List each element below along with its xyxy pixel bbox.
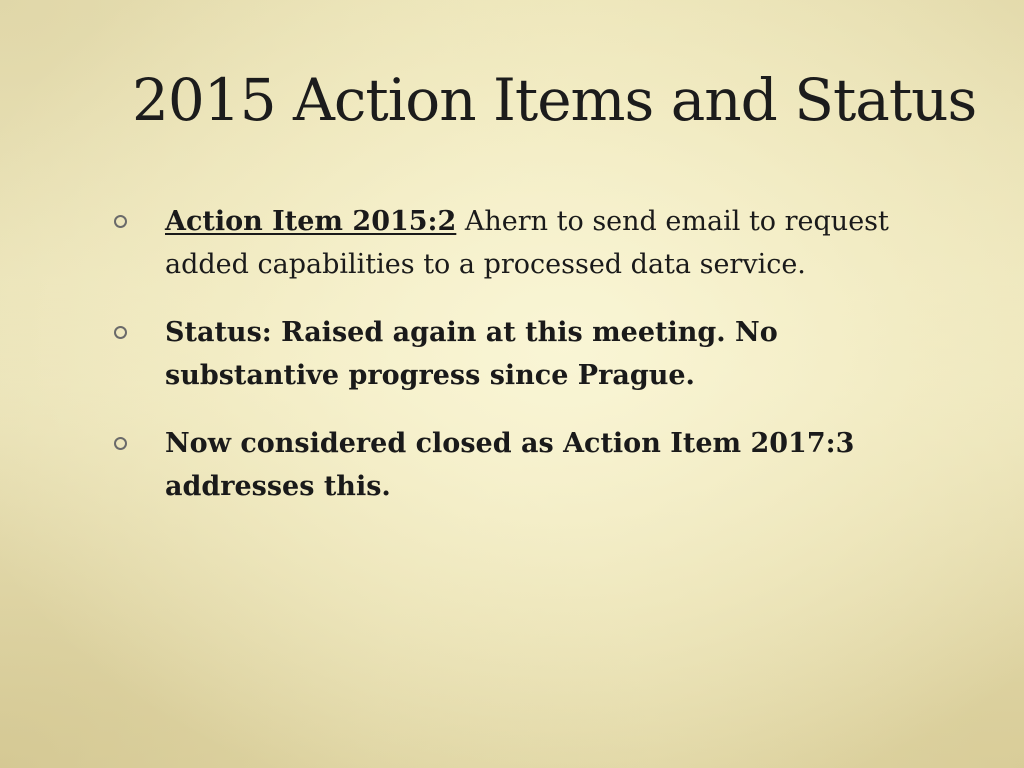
- hollow-circle-bullet-icon: [114, 215, 127, 228]
- bullet-item-status: [112, 311, 902, 397]
- action-item-label: Action Item 2015:2: [165, 206, 457, 237]
- bullet-list: [112, 200, 902, 533]
- status-text: Status: Raised again at this meeting. No substantive progress since Prague.: [165, 317, 778, 391]
- bullet-item-closed: [112, 422, 902, 508]
- slide-title: 2015 Action Items and Status: [132, 66, 977, 134]
- hollow-circle-bullet-icon: [114, 326, 127, 339]
- action-item-text: Ahern to send email to request added capabilities to a processed data service.: [165, 206, 889, 280]
- closed-text: Now considered closed as Action Item 2017:3 addresses this.: [165, 428, 855, 502]
- bullet-item-action-item: [112, 200, 902, 286]
- hollow-circle-bullet-icon: [114, 437, 127, 450]
